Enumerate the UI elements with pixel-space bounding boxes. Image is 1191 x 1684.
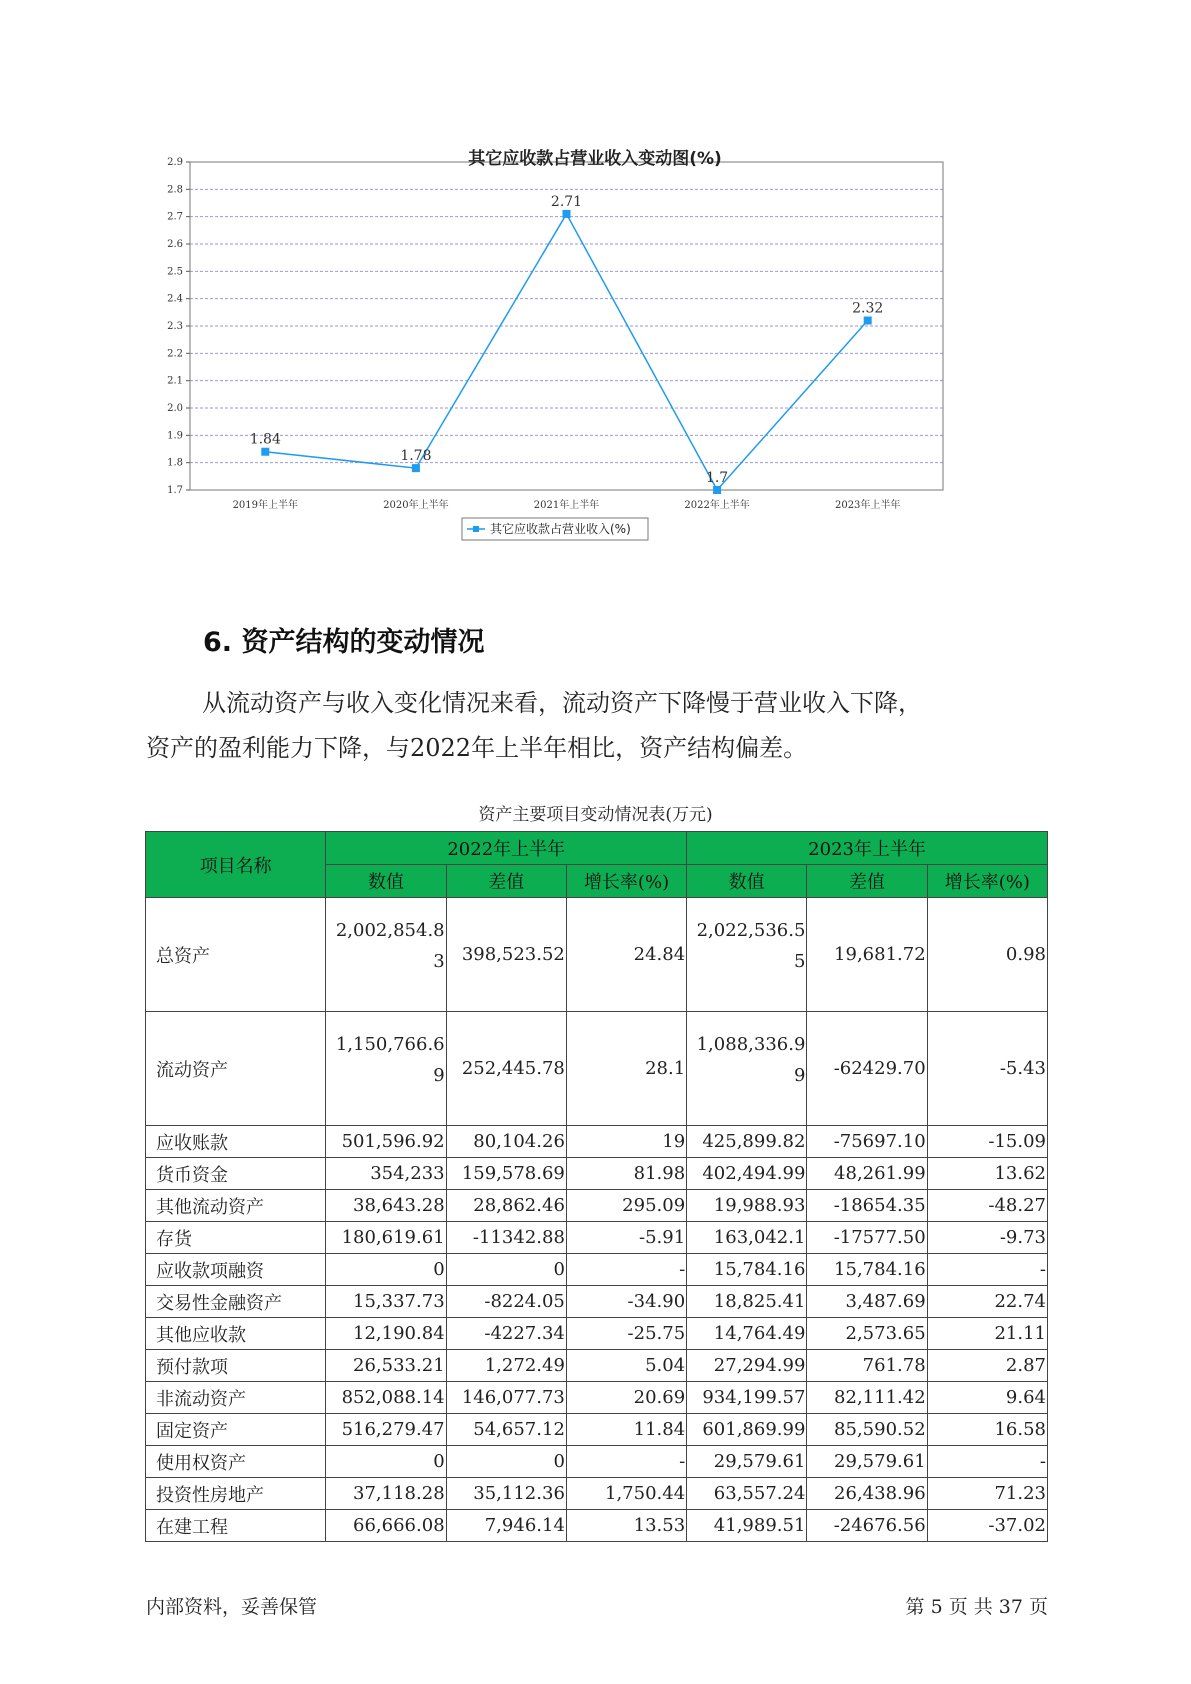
y-tick-label: 1.8	[167, 457, 183, 469]
table-cell: 1,088,336.99	[687, 1012, 807, 1126]
row-label: 预付款项	[146, 1350, 326, 1382]
y-tick-label: 2.0	[167, 403, 183, 414]
header-diff-2022: 差值	[446, 865, 566, 898]
row-label: 存货	[146, 1222, 326, 1254]
table-cell: 22.74	[927, 1286, 1047, 1318]
table-row	[146, 898, 1048, 1012]
table-cell: 516,279.47	[326, 1414, 446, 1446]
x-tick-label: 2022年上半年	[684, 500, 750, 511]
table-row	[146, 1190, 1048, 1222]
data-point	[563, 210, 571, 218]
table-cell: 1,272.49	[446, 1350, 566, 1382]
y-tick-label: 2.7	[167, 211, 183, 223]
table-cell: 425,899.82	[687, 1126, 807, 1158]
header-diff-2023: 差值	[807, 865, 927, 898]
table-cell: 398,523.52	[446, 898, 566, 1012]
table-cell: 85,590.52	[807, 1414, 927, 1446]
data-point	[261, 448, 269, 456]
table-cell: 28,862.46	[446, 1190, 566, 1222]
table-cell: 19,681.72	[807, 898, 927, 1012]
table-cell: -	[566, 1254, 686, 1286]
row-label: 其他流动资产	[146, 1190, 326, 1222]
table-cell: 13.62	[927, 1158, 1047, 1190]
table-cell: -17577.50	[807, 1222, 927, 1254]
row-label: 其他应收款	[146, 1318, 326, 1350]
table-cell: 295.09	[566, 1190, 686, 1222]
table-caption: 资产主要项目变动情况表(万元)	[478, 805, 713, 825]
table-cell: 15,337.73	[326, 1286, 446, 1318]
table-cell: 2.87	[927, 1350, 1047, 1382]
table-cell: 81.98	[566, 1158, 686, 1190]
table-cell: -5.91	[566, 1222, 686, 1254]
data-point	[713, 486, 721, 494]
table-cell: 18,825.41	[687, 1286, 807, 1318]
table-row	[146, 1510, 1048, 1542]
data-label: 2.71	[550, 193, 583, 210]
x-tick-label: 2023年上半年	[834, 500, 901, 511]
table-cell: -25.75	[566, 1318, 686, 1350]
header-group-2022: 2022年上半年	[326, 832, 687, 865]
table-body	[146, 898, 1048, 1542]
header-value-2023: 数值	[687, 865, 807, 898]
table-cell: 20.69	[566, 1382, 686, 1414]
header-growth-2022: 增长率(%)	[566, 865, 686, 898]
row-label: 使用权资产	[146, 1446, 326, 1478]
table-row	[146, 1126, 1048, 1158]
x-tick-label: 2020年上半年	[383, 500, 449, 511]
table-cell: 2,022,536.55	[687, 898, 807, 1012]
table-cell: 16.58	[927, 1414, 1047, 1446]
row-label: 投资性房地产	[146, 1478, 326, 1510]
row-label: 总资产	[146, 898, 326, 1012]
table-cell: -9.73	[927, 1222, 1047, 1254]
table-cell: 12,190.84	[326, 1318, 446, 1350]
y-tick-label: 2.8	[167, 184, 183, 196]
table-cell: 0	[446, 1446, 566, 1478]
table-cell: 19,988.93	[687, 1190, 807, 1222]
table-cell: 15,784.16	[687, 1254, 807, 1286]
table-cell: -75697.10	[807, 1126, 927, 1158]
table-cell: 82,111.42	[807, 1382, 927, 1414]
table-cell: 29,579.61	[687, 1446, 807, 1478]
y-tick-label: 2.9	[167, 157, 183, 168]
table-cell: 3,487.69	[807, 1286, 927, 1318]
legend-label: 其它应收款占营业收入(%)	[490, 522, 631, 536]
legend-marker	[473, 526, 479, 532]
table-cell: -37.02	[927, 1510, 1047, 1542]
table-cell: -24676.56	[807, 1510, 927, 1542]
table-cell: 402,494.99	[687, 1158, 807, 1190]
data-label: 1.7	[705, 470, 729, 486]
asset-change-table	[145, 831, 1048, 1542]
table-cell: -	[566, 1446, 686, 1478]
table-cell: 26,533.21	[326, 1350, 446, 1382]
table-cell: -	[927, 1254, 1047, 1286]
table-cell: 601,869.99	[687, 1414, 807, 1446]
table-row	[146, 1158, 1048, 1190]
y-tick-label: 2.2	[167, 348, 183, 360]
table-cell: 146,077.73	[446, 1382, 566, 1414]
table-cell: 13.53	[566, 1510, 686, 1542]
table-cell: 501,596.92	[326, 1126, 446, 1158]
y-tick-label: 2.6	[167, 239, 183, 250]
table-cell: 63,557.24	[687, 1478, 807, 1510]
table-cell: 11.84	[566, 1414, 686, 1446]
row-label: 固定资产	[146, 1414, 326, 1446]
header-item-name: 项目名称	[146, 832, 326, 898]
table-row	[146, 1222, 1048, 1254]
data-label: 1.78	[400, 448, 432, 465]
other-receivables-chart	[150, 140, 1040, 600]
table-cell: 48,261.99	[807, 1158, 927, 1190]
table-cell: -11342.88	[446, 1222, 566, 1254]
table-cell: 2,573.65	[807, 1318, 927, 1350]
table-cell: -48.27	[927, 1190, 1047, 1222]
series-line	[265, 214, 867, 490]
table-header-row-1	[146, 832, 1048, 865]
table-cell: 37,118.28	[326, 1478, 446, 1510]
row-label: 货币资金	[146, 1158, 326, 1190]
data-point	[864, 317, 872, 325]
table-row	[146, 1286, 1048, 1318]
table-cell: 54,657.12	[446, 1414, 566, 1446]
table-cell: 1,150,766.69	[326, 1012, 446, 1126]
table-cell: 71.23	[927, 1478, 1047, 1510]
table-cell: 38,643.28	[326, 1190, 446, 1222]
table-cell: 14,764.49	[687, 1318, 807, 1350]
table-cell: 0	[326, 1446, 446, 1478]
table-cell: 0	[326, 1254, 446, 1286]
chart-title: 其它应收款占营业收入变动图(%)	[468, 149, 722, 169]
table-row	[146, 1318, 1048, 1350]
table-cell: 7,946.14	[446, 1510, 566, 1542]
table-cell: 163,042.1	[687, 1222, 807, 1254]
paragraph-2: 资产的盈利能力下降，与2022年上半年相比，资产结构偏差。	[146, 734, 808, 762]
row-label: 非流动资产	[146, 1382, 326, 1414]
table-cell: 252,445.78	[446, 1012, 566, 1126]
table-cell: 159,578.69	[446, 1158, 566, 1190]
row-label: 流动资产	[146, 1012, 326, 1126]
section-heading: 6. 资产结构的变动情况	[203, 627, 485, 658]
table-cell: 15,784.16	[807, 1254, 927, 1286]
y-tick-label: 2.4	[167, 293, 183, 305]
y-tick-label: 1.9	[167, 430, 183, 442]
table-cell: 0.98	[927, 898, 1047, 1012]
header-group-2023: 2023年上半年	[687, 832, 1048, 865]
chart-svg	[150, 140, 1040, 600]
table-cell: -34.90	[566, 1286, 686, 1318]
y-tick-label: 2.5	[167, 266, 183, 278]
header-growth-2023: 增长率(%)	[927, 865, 1047, 898]
y-tick-label: 2.3	[167, 321, 183, 332]
table-row	[146, 1350, 1048, 1382]
table-cell: 21.11	[927, 1318, 1047, 1350]
table-cell: 29,579.61	[807, 1446, 927, 1478]
header-value-2022: 数值	[326, 865, 446, 898]
row-label: 在建工程	[146, 1510, 326, 1542]
row-label: 交易性金融资产	[146, 1286, 326, 1318]
table-cell: -4227.34	[446, 1318, 566, 1350]
table-row	[146, 1012, 1048, 1126]
table-cell: 66,666.08	[326, 1510, 446, 1542]
table-cell: -	[927, 1446, 1047, 1478]
y-tick-label: 2.1	[167, 375, 183, 387]
footer-note: 内部资料，妥善保管	[146, 1596, 318, 1618]
table-cell: 19	[566, 1126, 686, 1158]
table-cell: 24.84	[566, 898, 686, 1012]
table-cell: -18654.35	[807, 1190, 927, 1222]
table-cell: 934,199.57	[687, 1382, 807, 1414]
table-cell: 9.64	[927, 1382, 1047, 1414]
table-cell: -8224.05	[446, 1286, 566, 1318]
table-cell: 852,088.14	[326, 1382, 446, 1414]
table-cell: 2,002,854.83	[326, 898, 446, 1012]
table-cell: 180,619.61	[326, 1222, 446, 1254]
table-row	[146, 1478, 1048, 1510]
paragraph-1: 从流动资产与收入变化情况来看，流动资产下降慢于营业收入下降，	[202, 689, 922, 717]
data-label: 2.32	[852, 300, 884, 317]
table-cell: 26,438.96	[807, 1478, 927, 1510]
table-row	[146, 1254, 1048, 1286]
table-cell: 27,294.99	[687, 1350, 807, 1382]
table-row	[146, 1446, 1048, 1478]
table-cell: -15.09	[927, 1126, 1047, 1158]
x-tick-label: 2019年上半年	[232, 500, 299, 511]
table-cell: 35,112.36	[446, 1478, 566, 1510]
table-cell: 41,989.51	[687, 1510, 807, 1542]
table-cell: 28.1	[566, 1012, 686, 1126]
table-cell: -62429.70	[807, 1012, 927, 1126]
row-label: 应收款项融资	[146, 1254, 326, 1286]
table-row	[146, 1414, 1048, 1446]
table-cell: -5.43	[927, 1012, 1047, 1126]
y-tick-label: 1.7	[167, 485, 183, 496]
row-label: 应收账款	[146, 1126, 326, 1158]
table-cell: 761.78	[807, 1350, 927, 1382]
table-cell: 1,750.44	[566, 1478, 686, 1510]
data-label: 1.84	[249, 431, 281, 448]
table-cell: 5.04	[566, 1350, 686, 1382]
data-point	[412, 464, 420, 472]
table-cell: 354,233	[326, 1158, 446, 1190]
table-row	[146, 1382, 1048, 1414]
x-tick-label: 2021年上半年	[533, 500, 600, 511]
page-number: 第 5 页 共 37 页	[905, 1596, 1048, 1618]
table-cell: 80,104.26	[446, 1126, 566, 1158]
table-cell: 0	[446, 1254, 566, 1286]
